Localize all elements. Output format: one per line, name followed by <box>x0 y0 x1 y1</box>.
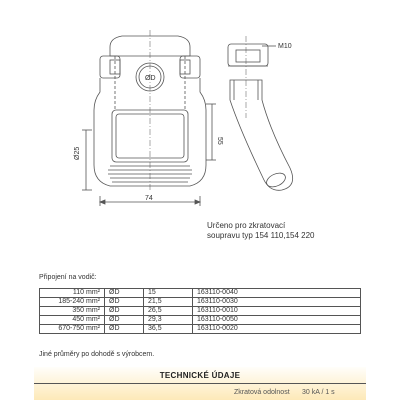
diameter-cell: 26,5 <box>144 307 193 316</box>
product-code-cell: 163110-0010 <box>193 307 361 316</box>
diameter-d-label: ØD <box>145 75 156 82</box>
other-diameters-note: Jiné průměry po dohodě s výrobcem. <box>39 351 155 358</box>
table-row <box>40 316 361 325</box>
d-label-cell: ØD <box>105 316 144 325</box>
table-row <box>40 325 361 334</box>
product-code-cell: 163110-0020 <box>193 325 361 334</box>
wire-size-cell: 450 mm² <box>40 316 105 325</box>
product-code-cell: 163110-0030 <box>193 298 361 307</box>
width-74-label: 74 <box>145 195 153 202</box>
diameter-cell: 36,5 <box>144 325 193 334</box>
technical-data-section <box>34 367 366 400</box>
table-row <box>40 307 361 316</box>
technical-data-title: TECHNICKÉ ÚDAJE <box>159 371 241 380</box>
technical-divider <box>34 383 366 384</box>
clamp-side-view <box>228 36 293 190</box>
d-label-cell: ØD <box>105 307 144 316</box>
d-label-cell: ØD <box>105 289 144 298</box>
intended-for-line1: Určeno pro zkratovací <box>207 221 286 230</box>
connection-label: Připojení na vodič: <box>39 274 97 281</box>
height-55-label: 55 <box>216 137 223 145</box>
d-label-cell: ØD <box>105 298 144 307</box>
diameter-25-label: Ø25 <box>74 146 81 160</box>
wire-size-cell: 670-750 mm² <box>40 325 105 334</box>
wire-size-table <box>39 288 361 334</box>
dimension-25 <box>82 130 92 190</box>
table-row <box>40 298 361 307</box>
product-code-cell: 163110-0040 <box>193 289 361 298</box>
short-circuit-label: Zkratová odolnost <box>234 389 290 396</box>
diameter-cell: 21,5 <box>144 298 193 307</box>
table-row <box>40 289 361 298</box>
clamp-front-view <box>94 30 206 190</box>
intended-for-line2: soupravu typ 154 110,154 220 <box>207 231 315 240</box>
short-circuit-value: 30 kA / 1 s <box>302 389 335 396</box>
wire-size-cell: 350 mm² <box>40 307 105 316</box>
dimension-55 <box>206 104 216 160</box>
wire-size-cell: 185-240 mm² <box>40 298 105 307</box>
wire-size-cell: 110 mm² <box>40 289 105 298</box>
diameter-cell: 15 <box>144 289 193 298</box>
product-code-cell: 163110-0050 <box>193 316 361 325</box>
d-label-cell: ØD <box>105 325 144 334</box>
m10-label: M10 <box>278 43 292 50</box>
diameter-cell: 29,3 <box>144 316 193 325</box>
